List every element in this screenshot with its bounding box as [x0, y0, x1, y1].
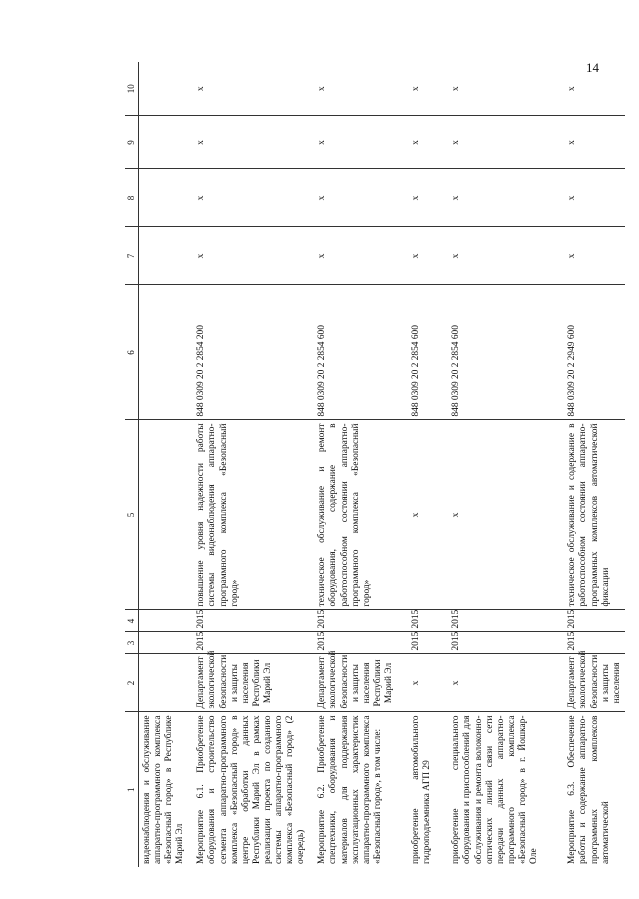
budget-code: 848 0309 20 2 2854 200 — [188, 285, 309, 420]
end-year: 2015 — [559, 610, 624, 632]
header-cell: 1 — [125, 712, 139, 867]
measure-name: Мероприятие 6.3. Обеспечение работы и содержание аппаратно-программных комплексов автоматической — [559, 712, 624, 867]
budget-code: 848 0309 20 2 2854 600 — [403, 285, 443, 420]
header-cell: 6 — [125, 285, 139, 420]
header-cell: 5 — [125, 420, 139, 610]
end-year: 2015 — [309, 610, 403, 632]
budget-code — [139, 285, 189, 420]
value-cell: x — [443, 169, 559, 227]
program-measures-table — [125, 62, 625, 867]
executor: Департамент экологической безопасности и защиты населения Республики Марий Эл — [188, 654, 309, 712]
executor: x — [443, 654, 559, 712]
executor: Департамент экологической безопасности и защиты населения — [559, 654, 624, 712]
executor: Департамент экологической безопасности и защиты населения Республики Марий Эл — [309, 654, 403, 712]
executor — [139, 654, 189, 712]
value-cell: x — [559, 116, 624, 169]
value-cell: x — [188, 116, 309, 169]
value-cell: x — [403, 227, 443, 285]
start-year: 2015 — [443, 632, 559, 654]
header-cell: 8 — [125, 169, 139, 227]
measure-name: приобретение автомобильного гидроподъемника АГП 29 — [403, 712, 443, 867]
value-cell: x — [309, 169, 403, 227]
value-cell: x — [309, 116, 403, 169]
budget-code: 848 0309 20 2 2854 600 — [443, 285, 559, 420]
table-row — [403, 62, 443, 867]
measure-name: Мероприятие 6.1. Приобретение оборудования и строительство сегмента аппаратно-программного комплекса «Безопасный город» в центре обработки данных Республики Марий Эл в рамках реализации проекта по созданию системы аппаратно-программного комплекса «Безопасный город» (2 очередь) — [188, 712, 309, 867]
measure-name: видеонаблюдения и обслуживание аппаратно-программного комплекса «Безопасный город» в Республике Марий Эл — [139, 712, 189, 867]
value-cell: x — [411, 86, 422, 92]
header-cell: 7 — [125, 227, 139, 285]
budget-code: 848 0309 20 2 2949 600 — [559, 285, 624, 420]
table-row — [188, 62, 309, 867]
value-cell: x — [443, 116, 559, 169]
table-row — [309, 62, 403, 867]
header-cell: 4 — [125, 610, 139, 632]
start-year: 2015 — [309, 632, 403, 654]
value-cell: x — [403, 116, 443, 169]
value-cell: x — [443, 227, 559, 285]
value-cell — [139, 62, 189, 116]
value-cell: x — [559, 227, 624, 285]
end-year: 2015 — [443, 610, 559, 632]
end-year — [139, 610, 189, 632]
measure-name: приобретение специального оборудования и приспособлений для обслуживания и ремонта волоконно-оптических линий связи сети передачи данных аппаратно-программного комплекса «Безопасный город» в г. Йошкар-Оле — [443, 712, 559, 867]
expected-result: техническое обслуживание и ремонт оборудования, содержание в работоспособном состоянии аппаратно-программного комплекса «Безопасный город» — [309, 420, 403, 610]
value-cell: x — [196, 86, 207, 92]
header-cell: 10 — [125, 62, 139, 116]
start-year — [139, 632, 189, 654]
value-cell — [139, 116, 189, 169]
measure-name: Мероприятие 6.2. Приобретение спецтехники, оборудования и материалов для поддержания эксплуатационных характеристик аппаратно-программного комплекса «Безопасный город», в том числе: — [309, 712, 403, 867]
executor: x — [403, 654, 443, 712]
value-cell: x — [567, 86, 578, 92]
header-cell: 2 — [125, 654, 139, 712]
value-cell: x — [309, 227, 403, 285]
header-cell: 9 — [125, 116, 139, 169]
page-number: 14 — [586, 60, 599, 75]
expected-result: x — [403, 420, 443, 610]
start-year: 2015 — [559, 632, 624, 654]
value-cell: x — [317, 86, 328, 92]
rotated-table-container — [125, 62, 630, 867]
value-cell — [139, 169, 189, 227]
table-row — [443, 62, 559, 867]
value-cell: x — [188, 227, 309, 285]
expected-result: техническое обслуживание и содержание в работоспособном состоянии аппаратно-программных комплексов автоматической фиксации — [559, 420, 624, 610]
value-cell: x — [403, 169, 443, 227]
table-row — [139, 62, 189, 867]
value-cell: x — [451, 86, 462, 92]
end-year: 2015 — [403, 610, 443, 632]
expected-result: повышение уровня надежности работы системы видеонаблюдения аппаратно-программного комплекса «Безопасный город» — [188, 420, 309, 610]
value-cell: x — [559, 169, 624, 227]
expected-result — [139, 420, 189, 610]
budget-code: 848 0309 20 2 2854 600 — [309, 285, 403, 420]
table-row — [559, 62, 624, 867]
expected-result: x — [443, 420, 559, 610]
value-cell: x — [188, 169, 309, 227]
value-cell — [139, 227, 189, 285]
start-year: 2015 — [188, 632, 309, 654]
header-cell: 3 — [125, 632, 139, 654]
header-row — [125, 62, 139, 867]
start-year: 2015 — [403, 632, 443, 654]
end-year: 2015 — [188, 610, 309, 632]
